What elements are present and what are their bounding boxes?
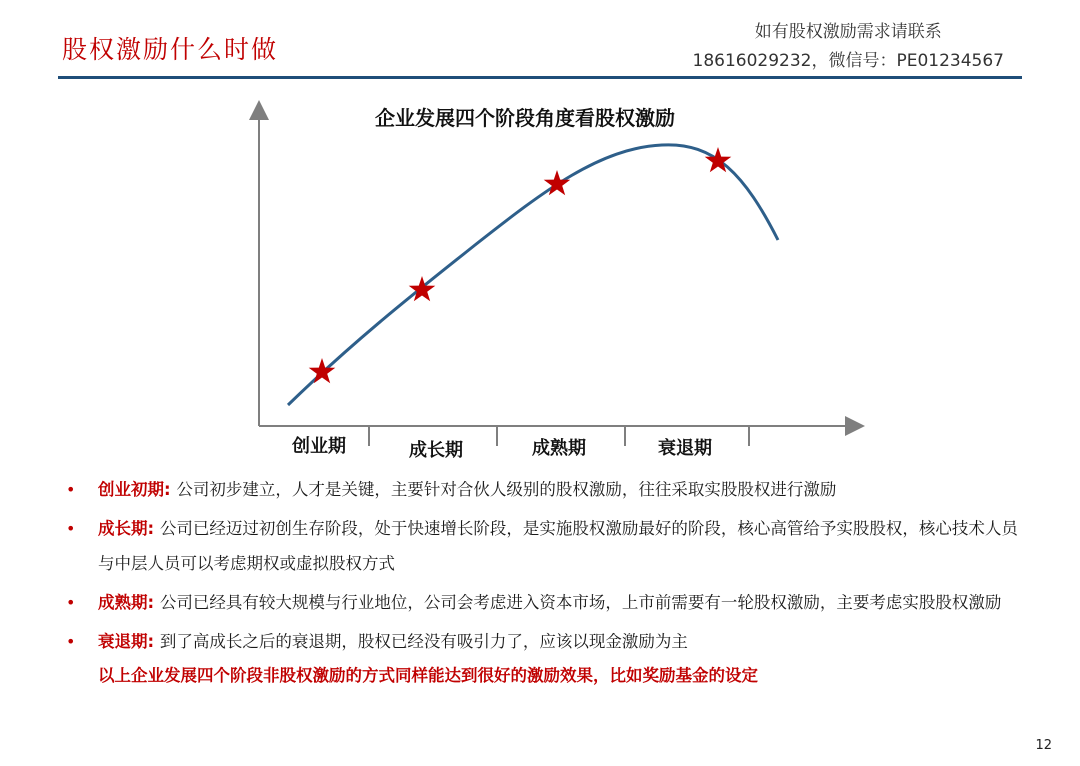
list-item bbox=[66, 585, 1026, 620]
bullet-dot: • bbox=[66, 632, 76, 651]
term-separator: : bbox=[147, 519, 160, 538]
stage-term: 成熟期 bbox=[98, 593, 148, 612]
page-number: 12 bbox=[1035, 738, 1052, 753]
page-title: 股权激励什么时做 bbox=[62, 35, 279, 64]
term-separator: : bbox=[164, 480, 177, 499]
list-item bbox=[66, 624, 1026, 693]
stage-term: 成长期 bbox=[98, 519, 148, 538]
contact-line-1: 如有股权激励需求请联系 bbox=[754, 22, 942, 42]
bullet-dot: • bbox=[66, 480, 76, 499]
chart-title: 企业发展四个阶段角度看股权激励 bbox=[375, 106, 675, 130]
phase-label-decline: 衰退期 bbox=[658, 438, 712, 459]
phase-label-maturity: 成熟期 bbox=[532, 438, 586, 459]
stage-description: 到了高成长之后的衰退期，股权已经没有吸引力了，应该以现金激励为主 bbox=[159, 632, 688, 651]
phase-label-startup: 创业期 bbox=[292, 436, 346, 457]
stage-description: 公司初步建立，人才是关键，主要针对合伙人级别的股权激励，往往采取实股股权进行激励 bbox=[176, 480, 837, 499]
stage-description: 公司已经具有较大规模与行业地位，公司会考虑进入资本市场，上市前需要有一轮股权激励，主要考虑实股股权激励 bbox=[159, 593, 1002, 612]
term-separator: : bbox=[147, 632, 160, 651]
contact-line-2: 18616029232，微信号：PE01234567 bbox=[692, 51, 1004, 71]
bullet-dot: • bbox=[66, 519, 76, 538]
summary-note: 以上企业发展四个阶段非股权激励的方式同样能达到很好的激励效果，比如奖励基金的设定 bbox=[98, 666, 758, 685]
list-item bbox=[66, 511, 1026, 581]
stage-term: 创业初期 bbox=[98, 480, 164, 499]
lifecycle-curve bbox=[288, 145, 778, 405]
bullet-dot: • bbox=[66, 593, 76, 612]
stage-term: 衰退期 bbox=[98, 632, 148, 651]
term-separator: : bbox=[147, 593, 160, 612]
stage-description: 公司已经迈过初创生存阶段，处于快速增长阶段，是实施股权激励最好的阶段，核心高管给予实股股权，核心技术人员与中层人员可以考虑期权或虚拟股权方式 bbox=[98, 519, 1018, 573]
phase-label-growth: 成长期 bbox=[409, 440, 463, 461]
stage-description-list bbox=[66, 472, 1026, 693]
list-item bbox=[66, 472, 1026, 507]
